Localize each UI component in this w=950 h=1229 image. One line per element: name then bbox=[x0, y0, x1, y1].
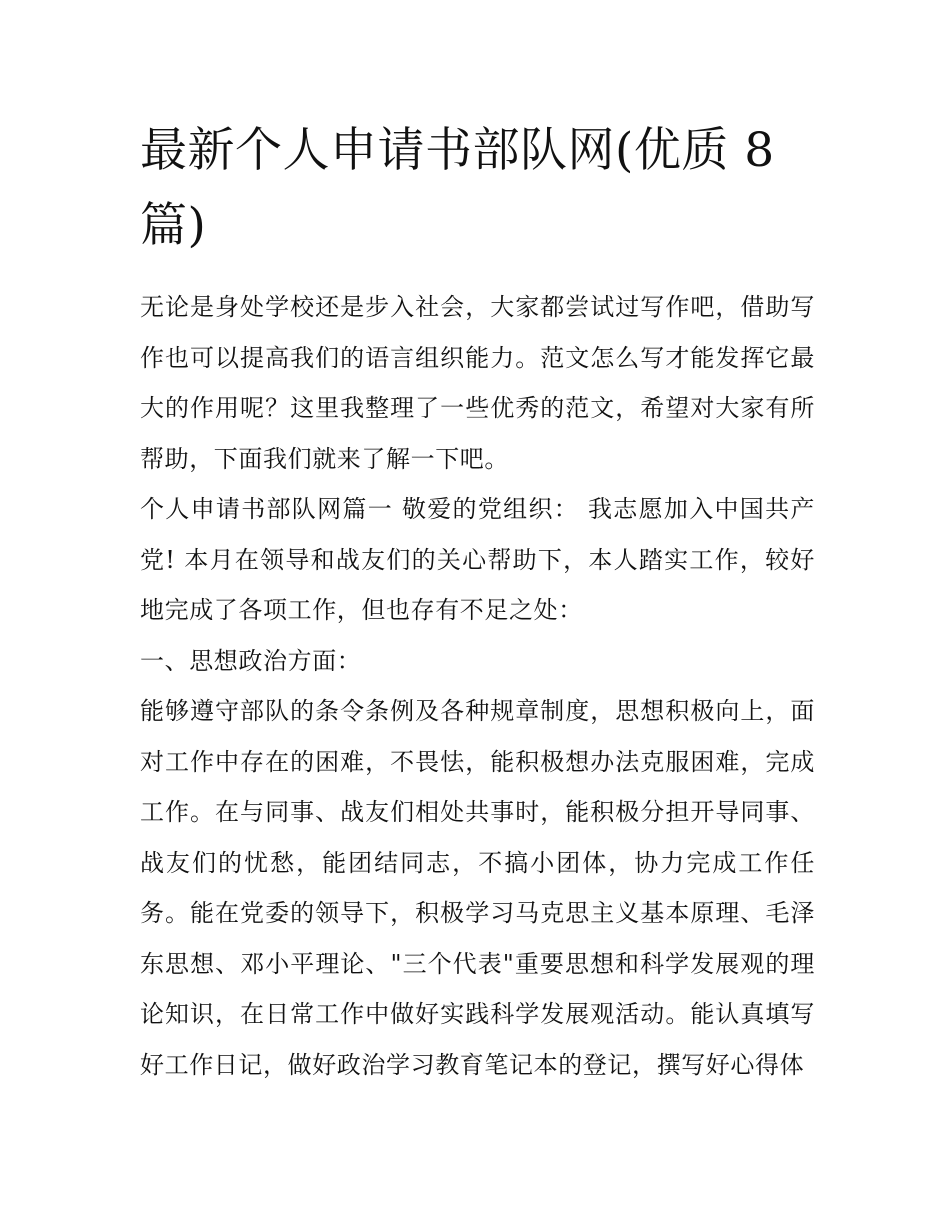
application-opening-paragraph: 个人申请书部队网篇一 敬爱的党组织： 我志愿加入中国共产党! 本月在领导和战友们的关心帮助下，本人踏实工作，较好地完成了各项工作，但也存有不足之处： bbox=[140, 495, 815, 624]
document-title: 最新个人申请书部队网(优质 8 篇) bbox=[140, 123, 775, 253]
section-heading-ideology: 一、思想政治方面： bbox=[140, 646, 362, 675]
intro-paragraph: 无论是身处学校还是步入社会，大家都尝试过写作吧，借助写作也可以提高我们的语言组织能力。范文怎么写才能发挥它最大的作用呢？这里我整理了一些优秀的范文，希望对大家有所帮助，下面我们就来了解一下吧。 bbox=[140, 293, 815, 473]
ideology-paragraph: 能够遵守部队的条令条例及各种规章制度，思想积极向上，面对工作中存在的困难，不畏怯，能积极想办法克服困难，完成工作。在与同事、战友们相处共事时，能积极分担开导同事、战友们的忧愁，能团结同志，不搞小团体，协力完成工作任务。能在党委的领导下，积极学习马克思主义基本原理、毛泽东思想、邓小平理论、"三个代表"重要思想和科学发展观的理论知识，在日常工作中做好实践科学发展观活动。能认真填写好工作日记，做好政治学习教育笔记本的登记，撰写好心得体 bbox=[140, 697, 815, 1079]
document-body bbox=[140, 282, 815, 1090]
